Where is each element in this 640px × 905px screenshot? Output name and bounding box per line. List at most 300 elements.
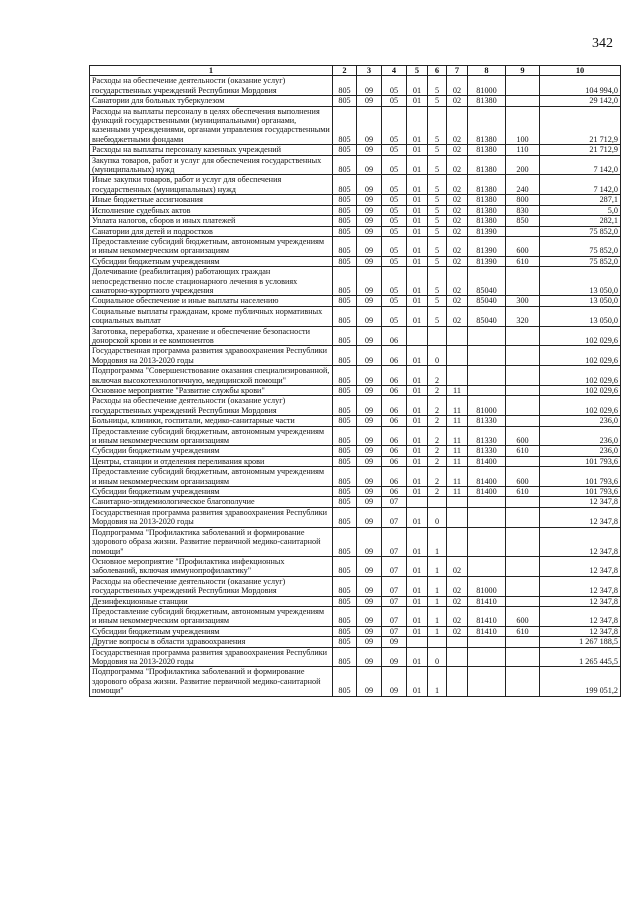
expense-name-cell: Иные закупки товаров, работ и услуг для обеспечения государственных (муниципальных) нужд bbox=[90, 175, 333, 195]
program-code-cell: 01 bbox=[407, 216, 428, 226]
program-code-cell: 01 bbox=[407, 647, 428, 667]
ministry-code-cell: 805 bbox=[333, 527, 357, 556]
expense-name-cell: Иные бюджетные ассигнования bbox=[90, 195, 333, 205]
amount-cell: 21 712,9 bbox=[540, 106, 621, 145]
subprogram-code-cell: 2 bbox=[428, 426, 447, 446]
expense-name-cell: Заготовка, переработка, хранение и обеспечение безопасности донорской крови и ее компонентов bbox=[90, 326, 333, 346]
ministry-code-cell: 805 bbox=[333, 145, 357, 155]
program-code-cell: 01 bbox=[407, 96, 428, 106]
event-code-cell: 02 bbox=[447, 606, 468, 626]
subsection-code-cell: 07 bbox=[382, 596, 407, 606]
amount-cell: 282,1 bbox=[540, 216, 621, 226]
amount-cell: 75 852,0 bbox=[540, 256, 621, 266]
expense-type-code-cell: 800 bbox=[506, 195, 540, 205]
table-row bbox=[90, 267, 621, 296]
expense-type-code-cell: 100 bbox=[506, 106, 540, 145]
section-code-cell: 09 bbox=[357, 366, 382, 386]
section-code-cell: 09 bbox=[357, 216, 382, 226]
event-code-cell: 02 bbox=[447, 556, 468, 576]
table-row bbox=[90, 396, 621, 416]
expense-type-code-cell: 320 bbox=[506, 306, 540, 326]
event-code-cell: 02 bbox=[447, 106, 468, 145]
expense-name-cell: Расходы на выплаты персоналу казенных учреждений bbox=[90, 145, 333, 155]
expense-name-cell: Основное мероприятие "Профилактика инфекционных заболеваний, включая иммунопрофилактику" bbox=[90, 556, 333, 576]
section-code-cell: 09 bbox=[357, 96, 382, 106]
program-code-cell: 01 bbox=[407, 236, 428, 256]
direction-code-cell bbox=[468, 346, 506, 366]
expense-type-code-cell bbox=[506, 76, 540, 96]
section-code-cell: 09 bbox=[357, 306, 382, 326]
subprogram-code-cell: 5 bbox=[428, 216, 447, 226]
table-row bbox=[90, 426, 621, 446]
expense-name-cell: Субсидии бюджетным учреждениям bbox=[90, 256, 333, 266]
ministry-code-cell: 805 bbox=[333, 487, 357, 497]
program-code-cell: 01 bbox=[407, 596, 428, 606]
event-code-cell: 02 bbox=[447, 216, 468, 226]
expense-type-code-cell: 610 bbox=[506, 487, 540, 497]
amount-cell: 101 793,6 bbox=[540, 456, 621, 466]
program-code-cell: 01 bbox=[407, 446, 428, 456]
program-code-cell: 01 bbox=[407, 145, 428, 155]
expense-type-code-cell bbox=[506, 667, 540, 696]
subprogram-code-cell: 5 bbox=[428, 267, 447, 296]
program-code-cell: 01 bbox=[407, 507, 428, 527]
ministry-code-cell: 805 bbox=[333, 446, 357, 456]
ministry-code-cell: 805 bbox=[333, 426, 357, 446]
table-body bbox=[90, 76, 621, 696]
subprogram-code-cell: 5 bbox=[428, 76, 447, 96]
ministry-code-cell: 805 bbox=[333, 467, 357, 487]
ministry-code-cell: 805 bbox=[333, 507, 357, 527]
amount-cell: 236,0 bbox=[540, 416, 621, 426]
section-code-cell: 09 bbox=[357, 175, 382, 195]
section-code-cell: 09 bbox=[357, 296, 382, 306]
subprogram-code-cell: 2 bbox=[428, 366, 447, 386]
direction-code-cell: 81400 bbox=[468, 487, 506, 497]
ministry-code-cell: 805 bbox=[333, 346, 357, 366]
subsection-code-cell: 06 bbox=[382, 416, 407, 426]
amount-cell: 29 142,0 bbox=[540, 96, 621, 106]
expense-name-cell: Центры, станции и отделения переливания крови bbox=[90, 456, 333, 466]
section-code-cell: 09 bbox=[357, 626, 382, 636]
subsection-code-cell: 09 bbox=[382, 667, 407, 696]
expense-type-code-cell bbox=[506, 647, 540, 667]
section-code-cell: 09 bbox=[357, 497, 382, 507]
section-code-cell: 09 bbox=[357, 236, 382, 256]
expense-type-code-cell bbox=[506, 507, 540, 527]
table-row bbox=[90, 175, 621, 195]
expense-name-cell: Предоставление субсидий бюджетным, автономным учреждениям и иным некоммерческим организациям bbox=[90, 426, 333, 446]
subsection-code-cell: 06 bbox=[382, 487, 407, 497]
amount-cell: 12 347,8 bbox=[540, 606, 621, 626]
program-code-cell: 01 bbox=[407, 527, 428, 556]
section-code-cell: 09 bbox=[357, 416, 382, 426]
subprogram-code-cell bbox=[428, 326, 447, 346]
direction-code-cell: 81000 bbox=[468, 396, 506, 416]
expense-name-cell: Другие вопросы в области здравоохранения bbox=[90, 637, 333, 647]
subsection-code-cell: 06 bbox=[382, 346, 407, 366]
expense-type-code-cell bbox=[506, 596, 540, 606]
amount-cell: 236,0 bbox=[540, 446, 621, 456]
section-code-cell: 09 bbox=[357, 647, 382, 667]
direction-code-cell: 81390 bbox=[468, 236, 506, 256]
ministry-code-cell: 805 bbox=[333, 366, 357, 386]
ministry-code-cell: 805 bbox=[333, 626, 357, 636]
amount-cell: 75 852,0 bbox=[540, 226, 621, 236]
subsection-code-cell: 06 bbox=[382, 467, 407, 487]
expense-type-code-cell bbox=[506, 326, 540, 346]
expense-type-code-cell: 600 bbox=[506, 426, 540, 446]
ministry-code-cell: 805 bbox=[333, 326, 357, 346]
direction-code-cell bbox=[468, 366, 506, 386]
direction-code-cell: 81380 bbox=[468, 195, 506, 205]
direction-code-cell: 81330 bbox=[468, 446, 506, 456]
expense-name-cell: Больницы, клиники, госпитали, медико-санитарные части bbox=[90, 416, 333, 426]
section-code-cell: 09 bbox=[357, 267, 382, 296]
table-row bbox=[90, 507, 621, 527]
event-code-cell: 02 bbox=[447, 145, 468, 155]
amount-cell: 102 029,6 bbox=[540, 346, 621, 366]
direction-code-cell bbox=[468, 507, 506, 527]
amount-cell: 12 347,8 bbox=[540, 507, 621, 527]
program-code-cell: 01 bbox=[407, 556, 428, 576]
program-code-cell: 01 bbox=[407, 267, 428, 296]
direction-code-cell bbox=[468, 497, 506, 507]
column-header: 9 bbox=[506, 66, 540, 76]
section-code-cell: 09 bbox=[357, 596, 382, 606]
amount-cell: 102 029,6 bbox=[540, 386, 621, 396]
table-row bbox=[90, 626, 621, 636]
subprogram-code-cell: 5 bbox=[428, 145, 447, 155]
expense-name-cell: Подпрограмма "Профилактика заболеваний и формирование здорового образа жизни. Развитие первичной медико-санитарной помощи" bbox=[90, 527, 333, 556]
column-header: 3 bbox=[357, 66, 382, 76]
ministry-code-cell: 805 bbox=[333, 236, 357, 256]
subprogram-code-cell: 2 bbox=[428, 396, 447, 416]
table-row bbox=[90, 76, 621, 96]
section-code-cell: 09 bbox=[357, 507, 382, 527]
direction-code-cell: 81380 bbox=[468, 155, 506, 175]
subsection-code-cell: 06 bbox=[382, 426, 407, 446]
expense-name-cell: Субсидии бюджетным учреждениям bbox=[90, 487, 333, 497]
section-code-cell: 09 bbox=[357, 456, 382, 466]
subprogram-code-cell: 0 bbox=[428, 647, 447, 667]
column-header: 7 bbox=[447, 66, 468, 76]
amount-cell: 101 793,6 bbox=[540, 467, 621, 487]
event-code-cell: 02 bbox=[447, 175, 468, 195]
event-code-cell bbox=[447, 346, 468, 366]
ministry-code-cell: 805 bbox=[333, 556, 357, 576]
amount-cell: 12 347,8 bbox=[540, 596, 621, 606]
column-header: 8 bbox=[468, 66, 506, 76]
section-code-cell: 09 bbox=[357, 606, 382, 626]
ministry-code-cell: 805 bbox=[333, 637, 357, 647]
direction-code-cell: 81330 bbox=[468, 426, 506, 446]
section-code-cell: 09 bbox=[357, 256, 382, 266]
program-code-cell: 01 bbox=[407, 306, 428, 326]
expense-name-cell: Санитарно-эпидемиологическое благополучие bbox=[90, 497, 333, 507]
event-code-cell: 02 bbox=[447, 236, 468, 256]
event-code-cell: 11 bbox=[447, 396, 468, 416]
program-code-cell: 01 bbox=[407, 226, 428, 236]
direction-code-cell: 85040 bbox=[468, 306, 506, 326]
subprogram-code-cell: 2 bbox=[428, 416, 447, 426]
program-code-cell: 01 bbox=[407, 175, 428, 195]
expense-type-code-cell: 600 bbox=[506, 606, 540, 626]
program-code-cell: 01 bbox=[407, 626, 428, 636]
direction-code-cell: 81000 bbox=[468, 576, 506, 596]
section-code-cell: 09 bbox=[357, 667, 382, 696]
table-row bbox=[90, 446, 621, 456]
expense-type-code-cell bbox=[506, 556, 540, 576]
expense-name-cell: Дезинфекционные станции bbox=[90, 596, 333, 606]
expense-type-code-cell bbox=[506, 527, 540, 556]
event-code-cell: 02 bbox=[447, 626, 468, 636]
event-code-cell: 02 bbox=[447, 576, 468, 596]
expense-type-code-cell: 850 bbox=[506, 216, 540, 226]
ministry-code-cell: 805 bbox=[333, 267, 357, 296]
event-code-cell: 02 bbox=[447, 195, 468, 205]
expense-name-cell: Субсидии бюджетным учреждениям bbox=[90, 446, 333, 456]
subsection-code-cell: 05 bbox=[382, 106, 407, 145]
direction-code-cell bbox=[468, 386, 506, 396]
subprogram-code-cell: 2 bbox=[428, 487, 447, 497]
section-code-cell: 09 bbox=[357, 487, 382, 497]
subsection-code-cell: 05 bbox=[382, 195, 407, 205]
amount-cell: 102 029,6 bbox=[540, 396, 621, 416]
event-code-cell bbox=[447, 497, 468, 507]
amount-cell: 199 051,2 bbox=[540, 667, 621, 696]
subprogram-code-cell: 1 bbox=[428, 527, 447, 556]
subsection-code-cell: 05 bbox=[382, 296, 407, 306]
ministry-code-cell: 805 bbox=[333, 76, 357, 96]
subsection-code-cell: 07 bbox=[382, 527, 407, 556]
direction-code-cell: 81380 bbox=[468, 96, 506, 106]
subsection-code-cell: 07 bbox=[382, 626, 407, 636]
section-code-cell: 09 bbox=[357, 426, 382, 446]
event-code-cell: 11 bbox=[447, 467, 468, 487]
direction-code-cell: 81380 bbox=[468, 106, 506, 145]
expense-name-cell: Закупка товаров, работ и услуг для обеспечения государственных (муниципальных) нужд bbox=[90, 155, 333, 175]
subprogram-code-cell: 5 bbox=[428, 296, 447, 306]
program-code-cell bbox=[407, 637, 428, 647]
ministry-code-cell: 805 bbox=[333, 106, 357, 145]
program-code-cell: 01 bbox=[407, 487, 428, 497]
subprogram-code-cell bbox=[428, 497, 447, 507]
expense-name-cell: Расходы на выплаты персоналу в целях обеспечения выполнения функций государственными (муниципальными) органами, казенными учреждениями, органами управления государственными внебюджетными фондами bbox=[90, 106, 333, 145]
section-code-cell: 09 bbox=[357, 556, 382, 576]
amount-cell: 12 347,8 bbox=[540, 497, 621, 507]
event-code-cell: 02 bbox=[447, 205, 468, 215]
direction-code-cell bbox=[468, 637, 506, 647]
program-code-cell: 01 bbox=[407, 467, 428, 487]
ministry-code-cell: 805 bbox=[333, 497, 357, 507]
subsection-code-cell: 07 bbox=[382, 576, 407, 596]
ministry-code-cell: 805 bbox=[333, 416, 357, 426]
subsection-code-cell: 05 bbox=[382, 205, 407, 215]
subsection-code-cell: 07 bbox=[382, 497, 407, 507]
section-code-cell: 09 bbox=[357, 527, 382, 556]
expense-type-code-cell bbox=[506, 267, 540, 296]
direction-code-cell: 81410 bbox=[468, 606, 506, 626]
expense-type-code-cell: 200 bbox=[506, 155, 540, 175]
amount-cell: 1 267 188,5 bbox=[540, 637, 621, 647]
expense-name-cell: Санатории для больных туберкулезом bbox=[90, 96, 333, 106]
expense-type-code-cell: 240 bbox=[506, 175, 540, 195]
event-code-cell: 02 bbox=[447, 155, 468, 175]
subsection-code-cell: 09 bbox=[382, 637, 407, 647]
section-code-cell: 09 bbox=[357, 205, 382, 215]
subsection-code-cell: 05 bbox=[382, 145, 407, 155]
table-row bbox=[90, 456, 621, 466]
section-code-cell: 09 bbox=[357, 145, 382, 155]
program-code-cell: 01 bbox=[407, 576, 428, 596]
ministry-code-cell: 805 bbox=[333, 596, 357, 606]
amount-cell: 101 793,6 bbox=[540, 487, 621, 497]
subprogram-code-cell: 5 bbox=[428, 226, 447, 236]
program-code-cell: 01 bbox=[407, 606, 428, 626]
program-code-cell: 01 bbox=[407, 667, 428, 696]
table-row bbox=[90, 487, 621, 497]
table-row bbox=[90, 637, 621, 647]
expense-name-cell: Исполнение судебных актов bbox=[90, 205, 333, 215]
section-code-cell: 09 bbox=[357, 446, 382, 456]
budget-table bbox=[89, 65, 621, 697]
section-code-cell: 09 bbox=[357, 386, 382, 396]
direction-code-cell bbox=[468, 527, 506, 556]
direction-code-cell: 81400 bbox=[468, 456, 506, 466]
program-code-cell: 01 bbox=[407, 416, 428, 426]
direction-code-cell bbox=[468, 647, 506, 667]
expense-type-code-cell bbox=[506, 396, 540, 416]
program-code-cell: 01 bbox=[407, 155, 428, 175]
subprogram-code-cell: 5 bbox=[428, 155, 447, 175]
amount-cell: 12 347,8 bbox=[540, 626, 621, 636]
amount-cell: 102 029,6 bbox=[540, 326, 621, 346]
expense-type-code-cell bbox=[506, 576, 540, 596]
expense-type-code-cell: 610 bbox=[506, 446, 540, 456]
amount-cell: 12 347,8 bbox=[540, 527, 621, 556]
expense-name-cell: Основное мероприятие "Развитие службы крови" bbox=[90, 386, 333, 396]
subprogram-code-cell: 2 bbox=[428, 467, 447, 487]
table-row bbox=[90, 667, 621, 696]
subsection-code-cell: 05 bbox=[382, 267, 407, 296]
expense-name-cell: Подпрограмма "Профилактика заболеваний и формирование здорового образа жизни. Развитие первичной медико-санитарной помощи" bbox=[90, 667, 333, 696]
expense-type-code-cell: 610 bbox=[506, 626, 540, 636]
program-code-cell: 01 bbox=[407, 106, 428, 145]
subsection-code-cell: 05 bbox=[382, 155, 407, 175]
expense-name-cell: Уплата налогов, сборов и иных платежей bbox=[90, 216, 333, 226]
amount-cell: 13 050,0 bbox=[540, 267, 621, 296]
expense-name-cell: Предоставление субсидий бюджетным, автономным учреждениям и иным некоммерческим организациям bbox=[90, 606, 333, 626]
table-row bbox=[90, 366, 621, 386]
event-code-cell: 02 bbox=[447, 226, 468, 236]
direction-code-cell: 81000 bbox=[468, 76, 506, 96]
expense-name-cell: Государственная программа развития здравоохранения Республики Мордовия на 2013-2020 годы bbox=[90, 647, 333, 667]
section-code-cell: 09 bbox=[357, 106, 382, 145]
ministry-code-cell: 805 bbox=[333, 606, 357, 626]
direction-code-cell: 81330 bbox=[468, 416, 506, 426]
table-row bbox=[90, 497, 621, 507]
ministry-code-cell: 805 bbox=[333, 667, 357, 696]
subsection-code-cell: 06 bbox=[382, 456, 407, 466]
expense-name-cell: Расходы на обеспечение деятельности (оказание услуг) государственных учреждений Республики Мордовия bbox=[90, 76, 333, 96]
table-row bbox=[90, 236, 621, 256]
section-code-cell: 09 bbox=[357, 76, 382, 96]
subsection-code-cell: 06 bbox=[382, 366, 407, 386]
ministry-code-cell: 805 bbox=[333, 216, 357, 226]
program-code-cell bbox=[407, 497, 428, 507]
table-row bbox=[90, 467, 621, 487]
table-row bbox=[90, 306, 621, 326]
subsection-code-cell: 07 bbox=[382, 606, 407, 626]
event-code-cell bbox=[447, 647, 468, 667]
event-code-cell bbox=[447, 527, 468, 556]
expense-type-code-cell bbox=[506, 226, 540, 236]
subprogram-code-cell: 5 bbox=[428, 236, 447, 256]
table-row bbox=[90, 145, 621, 155]
program-code-cell: 01 bbox=[407, 456, 428, 466]
expense-type-code-cell bbox=[506, 637, 540, 647]
ministry-code-cell: 805 bbox=[333, 256, 357, 266]
ministry-code-cell: 805 bbox=[333, 396, 357, 416]
direction-code-cell bbox=[468, 326, 506, 346]
amount-cell: 13 050,0 bbox=[540, 306, 621, 326]
event-code-cell: 02 bbox=[447, 596, 468, 606]
ministry-code-cell: 805 bbox=[333, 195, 357, 205]
program-code-cell bbox=[407, 326, 428, 346]
ministry-code-cell: 805 bbox=[333, 306, 357, 326]
event-code-cell: 11 bbox=[447, 487, 468, 497]
expense-name-cell: Государственная программа развития здравоохранения Республики Мордовия на 2013-2020 годы bbox=[90, 346, 333, 366]
direction-code-cell: 81390 bbox=[468, 226, 506, 236]
section-code-cell: 09 bbox=[357, 396, 382, 416]
page-number: 342 bbox=[592, 36, 613, 51]
section-code-cell: 09 bbox=[357, 637, 382, 647]
column-header: 6 bbox=[428, 66, 447, 76]
amount-cell: 21 712,9 bbox=[540, 145, 621, 155]
event-code-cell: 02 bbox=[447, 96, 468, 106]
event-code-cell: 11 bbox=[447, 446, 468, 456]
table-row bbox=[90, 576, 621, 596]
event-code-cell bbox=[447, 667, 468, 696]
subprogram-code-cell: 5 bbox=[428, 256, 447, 266]
amount-cell: 102 029,6 bbox=[540, 366, 621, 386]
event-code-cell: 02 bbox=[447, 76, 468, 96]
direction-code-cell: 81380 bbox=[468, 205, 506, 215]
amount-cell: 7 142,0 bbox=[540, 175, 621, 195]
ministry-code-cell: 805 bbox=[333, 155, 357, 175]
subsection-code-cell: 05 bbox=[382, 216, 407, 226]
direction-code-cell: 81400 bbox=[468, 467, 506, 487]
event-code-cell: 02 bbox=[447, 256, 468, 266]
column-header: 4 bbox=[382, 66, 407, 76]
amount-cell: 1 265 445,5 bbox=[540, 647, 621, 667]
event-code-cell: 11 bbox=[447, 456, 468, 466]
amount-cell: 12 347,8 bbox=[540, 556, 621, 576]
subprogram-code-cell: 2 bbox=[428, 446, 447, 456]
subsection-code-cell: 09 bbox=[382, 647, 407, 667]
subprogram-code-cell: 5 bbox=[428, 306, 447, 326]
expense-type-code-cell: 300 bbox=[506, 296, 540, 306]
table-row bbox=[90, 556, 621, 576]
subprogram-code-cell: 5 bbox=[428, 106, 447, 145]
expense-type-code-cell: 600 bbox=[506, 467, 540, 487]
program-code-cell: 01 bbox=[407, 296, 428, 306]
section-code-cell: 09 bbox=[357, 576, 382, 596]
amount-cell: 7 142,0 bbox=[540, 155, 621, 175]
expense-type-code-cell bbox=[506, 366, 540, 386]
direction-code-cell bbox=[468, 667, 506, 696]
